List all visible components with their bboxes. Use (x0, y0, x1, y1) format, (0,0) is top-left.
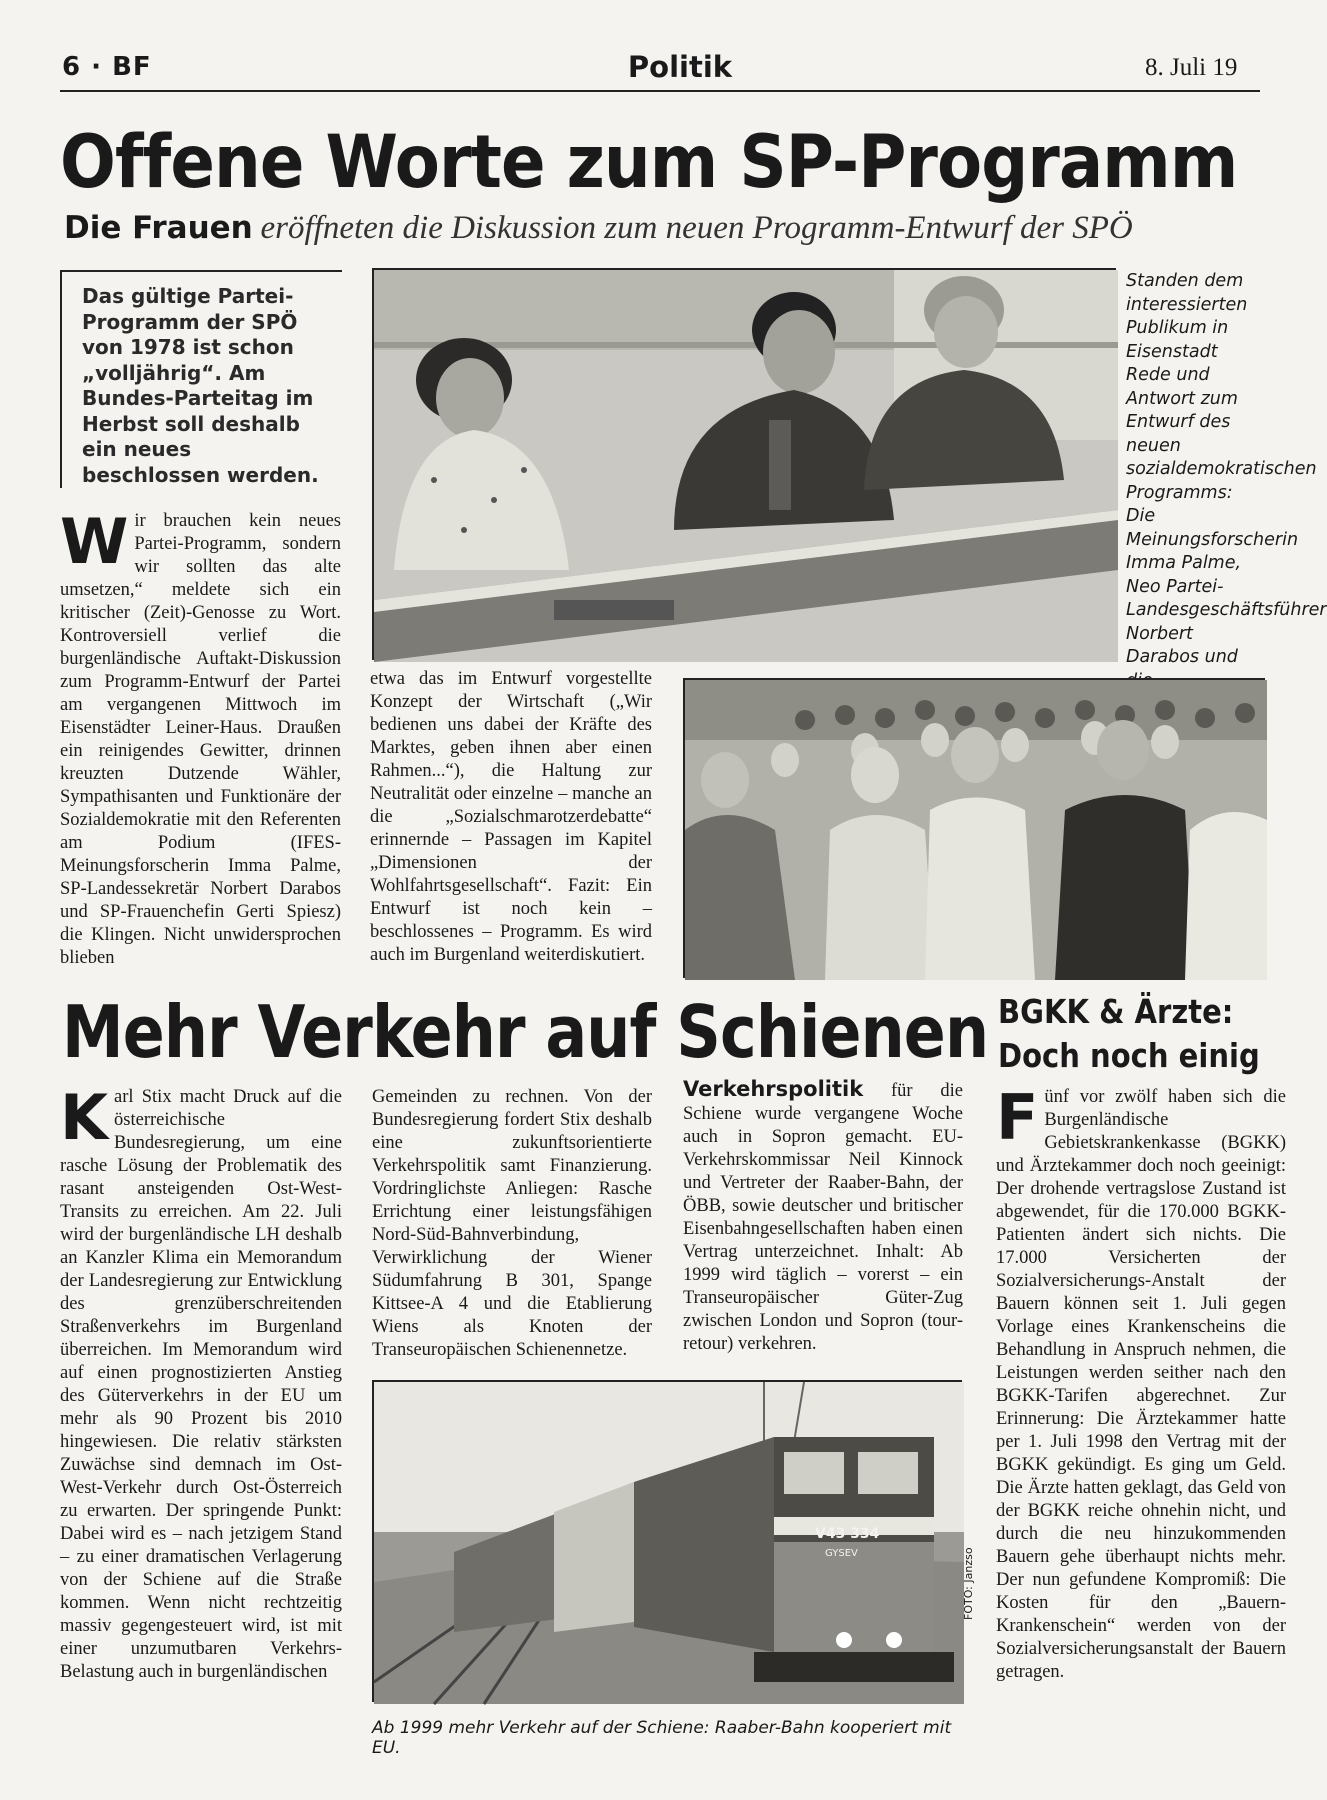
article2-column-3 (683, 1078, 963, 1356)
header-rule (60, 90, 1260, 92)
article3-column-clip (996, 1081, 1286, 1766)
subheadline-bold: Die Frauen (64, 210, 253, 246)
drop-cap-k: K (60, 1081, 109, 1154)
headline-bgkk-line2: Doch noch einig (998, 1036, 1260, 1075)
headline-sp-programm: Offene Worte zum SP-Programm (60, 120, 1238, 205)
article2-column-2: Gemeinden zu rechnen. Von der Bundesregierung fordert Stix deshalb eine zukunftsorientierte Verkehrspolitik samt Finanzierung. Vordringlichste Anliegen: Rasche Errichtung einer leistungsfähigen Nord-Süd-Bahnverbindung, Verwirklichung der Wiener Südumfahrung B 301, Spange Kittsee-A 4 und die Etablierung Wiens als Knoten der Transeuropäischen Schienennetze. (372, 1087, 652, 1360)
photo-credit: FOTO: Janzso (962, 1547, 975, 1620)
section-label-verkehrspolitik: Verkehrspolitik (683, 1077, 864, 1101)
article2-col1-text: arl Stix macht Druck auf die österreichische Bundesregierung, um eine rasche Lösung der Problematik des rasant ansteigenden Ost-West-Transits zu erreichen. Am 22. Juli wird der burgenländische LH deshalb an Kanzler Klima ein Memorandum der Landesregierung zur Entwicklung des grenzüberschreitenden Straßenverkehrs im Burgenland überreichen. Im Memorandum wird auf einen prognostizierten Anstieg des Güterverkehrs in der EU um mehr als 90 Prozent bis 2010 hingewiesen. Die relativ stärksten Zuwächse sind demnach im Ost-West-Verkehr durch Ost-Österreich zu erwarten. Der springende Punkt: Dabei wird es – nach jetzigem Stand – zu einer dramatischen Verlagerung von der Schiene auf die Straße kommen. Wenn nicht rechtzeitig massiv gegengesteuert wird, ist mit einer unzumutbaren Verkehrs-Belastung auch in burgenländischen (60, 1087, 342, 1682)
headline-bgkk (998, 990, 1260, 1078)
photo-podium-caption: Standen dem interessierten Publikum in Eisenstadt Rede und Antwort zum Entwurf des neuen sozialdemokratischen Programms: Die Meinungsforscherin Imma Palme, Neo Partei-Landesgeschäftsführer Norbert Darabos und (1126, 271, 1327, 667)
photo-train-image (374, 1382, 964, 1704)
photo-podium-image (374, 270, 1118, 662)
issue-date: 8. Juli 19 (1145, 54, 1238, 81)
headline-bgkk-line1: BGKK & Ärzte: (998, 992, 1234, 1031)
subheadline-italic: eröffneten die Diskussion zum neuen Programm-Entwurf der SPÖ (260, 210, 1133, 246)
loco-number: V43 334 (815, 1526, 880, 1542)
article3-column (996, 1081, 1286, 1684)
headline-verkehr: Mehr Verkehr auf Schienen (62, 990, 989, 1074)
photo-audience (683, 678, 1265, 978)
section-title: Politik (627, 50, 733, 84)
article1-col1-text: ir brauchen kein neues Partei-Programm, sondern wir sollten das alte umsetzen,“ meldete sich ein kritischer (Zeit)-Genosse zu Wort. Kontroversiell verlief die burgenländische Auftakt-Diskussion zum Programm-Entwurf der Partei am vergangenen Mittwoch im Eisenstädter Leiner-Haus. Draußen ein reinigendes Gewitter, drinnen kreuzten Dutzende Wähler, Sympathisanten und Funktionäre der Sozialdemokratie mit den Referenten am Podium (IFES-Meinungsforscherin Imma Palme, SP-Landessekretär Norbert Darabos und SP-Frauenchefin Gerti Spiesz) die Klingen. Nicht unwidersprochen blieben (60, 511, 341, 968)
drop-cap-f: F (996, 1081, 1039, 1154)
article2-col3-text: für die Schiene wurde vergangene Woche auch in Sopron gemacht. EU-Verkehrskommissar Neil Kinnock und Vertreter der Raaber-Bahn, der ÖBB, sowie deutscher und britischer Eisenbahngesellschaften haben einen Vertrag unterzeichnet. Inhalt: Ab 1999 wird täglich – vorerst – ein Transeuropäischer Güter-Zug zwischen London und Sopron (tour-retour) verkehren. (683, 1081, 963, 1354)
photo-audience-image (685, 680, 1267, 980)
article1-column-1 (60, 505, 341, 970)
loco-name: GYSEV (825, 1548, 858, 1559)
article1-column-2: etwa das im Entwurf vorgestellte Konzept der Wirtschaft („Wir bedienen uns dabei der Kräfte des Marktes, geben ihnen aber einen Rahmen...“), die Haltung zur Neutralität oder einzelne – manche an die „Sozialschmarotzerdebatte“ erinnernde – Passagen im Kapitel „Dimensionen der Wohlfahrtsgesellschaft“. Fazit: Ein Entwurf ist noch kein – beschlossenes – Programm. Es wird auch im Burgenland weiterdiskutiert. (370, 669, 652, 965)
subheadline (64, 210, 1133, 247)
drop-cap-w: W (60, 505, 129, 578)
photo-train-caption: Ab 1999 mehr Verkehr auf der Schiene: Raaber-Bahn kooperiert mit EU. (372, 1718, 952, 1758)
article3-text: ünf vor zwölf haben sich die Burgenländische Gebietskrankenkasse (BGKK) und Ärztekammer doch noch geeinigt: Der drohende vertragslose Zustand ist abgewendet, für die 170.000 BGKK-Patienten ändert sich nichts. Die 17.000 Versicherten der Sozialversicherungs-Anstalt der Bauern können seit 1. Juli gegen Vorlage eines Krankenscheins die Behandlung in Anspruch nehmen, die Leistungen werden seither nach den BGKK-Tarifen abgerechnet. Zur Erinnerung: Die Ärztekammer hatte per 1. Juli 1998 den Vertrag mit der BGKK gekündigt. Es ging um Geld. Die Ärzte hatten geklagt, das Geld von der BGKK reiche ohnehin nicht, und durch die neu hinzukommenden Bauern gehe überhaupt nichts mehr. Der nun gefundene Kompromiß: Die Kosten für den „Bauern-Krankenschein“ werden von der Sozialversicherungsanstalt der Bauern getragen. (996, 1087, 1286, 1682)
intro-text: Das gültige Partei-Programm der SPÖ von 1978 ist schon „volljährig“. Am Bundes-Parteitag im Herbst soll deshalb ein neues beschlossen werden. (82, 284, 319, 487)
page-number: 6 · BF (62, 52, 152, 82)
photo-podium (372, 268, 1116, 660)
article2-column-1 (60, 1081, 342, 1684)
